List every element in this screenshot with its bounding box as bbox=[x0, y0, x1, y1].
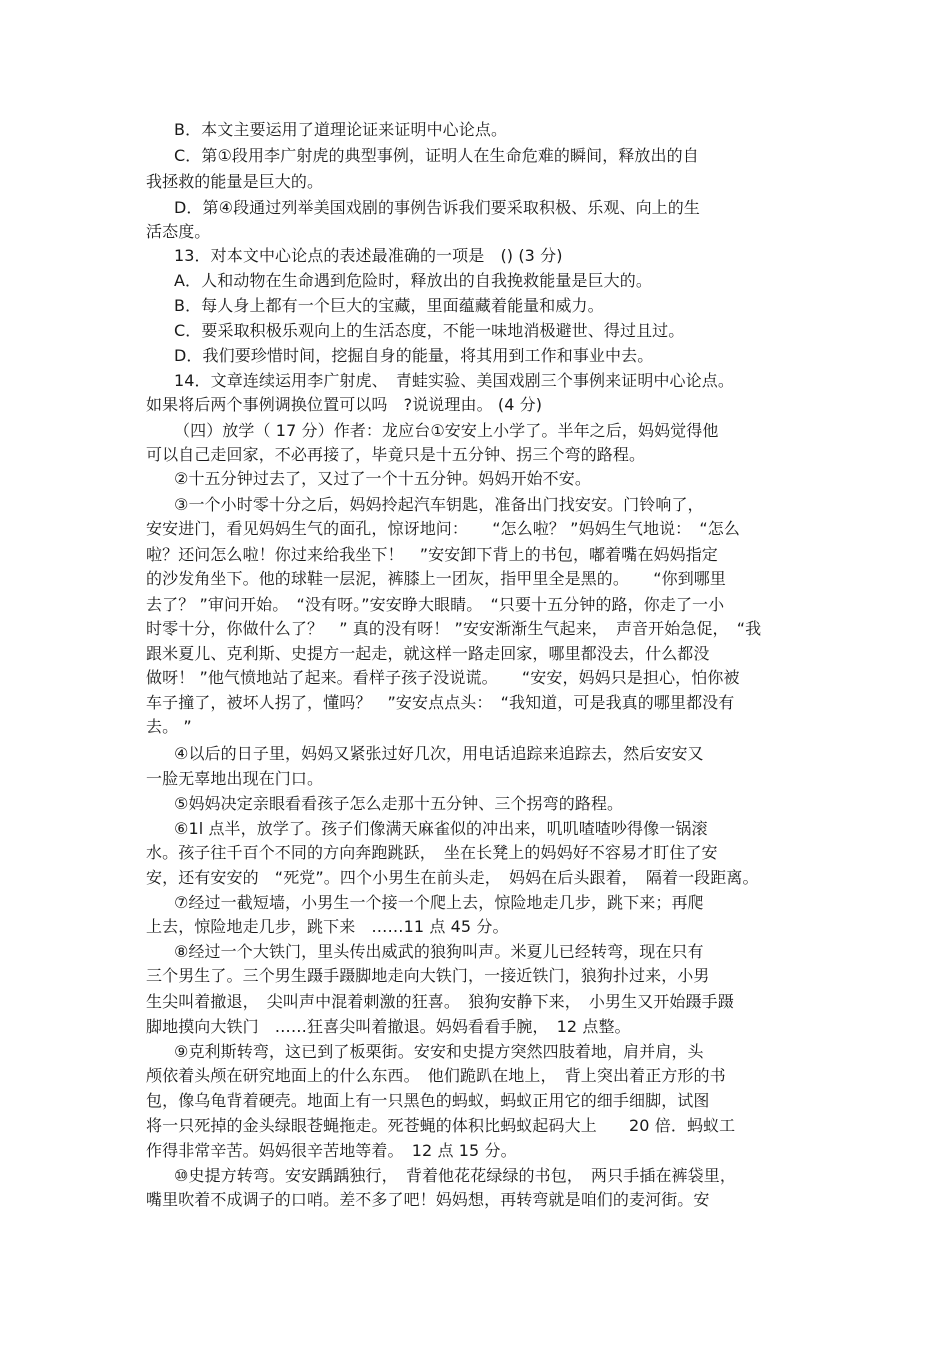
text-line: （四）放学（ 17 分）作者：龙应台①安安上小学了。半年之后，妈妈觉得他 bbox=[174, 421, 719, 440]
text-line: 跟米夏儿、克利斯、史提方一起走，就这样一路走回家，哪里都没去，什么都没 bbox=[146, 644, 710, 663]
text-line: ⑤妈妈决定亲眼看看孩子怎么走那十五分钟、三个拐弯的路程。 bbox=[174, 794, 624, 813]
text-line: 嘴里吹着不成调子的口哨。差不多了吧！妈妈想，再转弯就是咱们的麦河街。安 bbox=[146, 1190, 710, 1209]
text-line: D．第④段通过列举美国戏剧的事例告诉我们要采取积极、乐观、向上的生 bbox=[174, 198, 700, 217]
text-line: 如果将后两个事例调换位置可以吗 ?说说理由。 (4 分) bbox=[146, 395, 543, 414]
text-line: 颅依着头颅在研究地面上的什么东西。 他们跪趴在地上， 背上突出着正方形的书 bbox=[146, 1066, 726, 1085]
text-line: 脚地摸向大铁门 ……狂喜尖叫着撤退。妈妈看看手腕， 12 点整。 bbox=[146, 1017, 631, 1036]
text-line: D．我们要珍惜时间，挖掘自身的能量，将其用到工作和事业中去。 bbox=[174, 346, 654, 365]
text-line: 车子撞了，被坏人拐了，懂吗？ ”安安点点头： “我知道，可是我真的哪里都没有 bbox=[146, 693, 735, 712]
text-line: 活态度。 bbox=[146, 222, 211, 241]
text-line: 的沙发角坐下。他的球鞋一层泥，裤膝上一团灰，指甲里全是黑的。 “你到哪里 bbox=[146, 569, 726, 588]
text-line: 可以自己走回家，不必再接了，毕竟只是十五分钟、拐三个弯的路程。 bbox=[146, 445, 646, 464]
text-line: 水。孩子往千百个不同的方向奔跑跳跃， 坐在长凳上的妈妈好不容易才盯住了安 bbox=[146, 843, 718, 862]
text-line: 上去，惊险地走几步，跳下来 ……11 点 45 分。 bbox=[146, 917, 509, 936]
text-line: 时零十分，你做什么了？ ” 真的没有呀！ ”安安渐渐生气起来， 声音开始急促， “我 bbox=[146, 619, 762, 638]
text-line: C．要采取积极乐观向上的生活态度，不能一味地消极避世、得过且过。 bbox=[174, 321, 685, 340]
text-line: B．本文主要运用了道理论证来证明中心论点。 bbox=[174, 120, 508, 139]
text-line: 包，像乌龟背着硬壳。地面上有一只黑色的蚂蚁，蚂蚁正用它的细手细脚，试图 bbox=[146, 1091, 710, 1110]
text-line: 一脸无辜地出现在门口。 bbox=[146, 769, 324, 788]
text-line: B．每人身上都有一个巨大的宝藏，里面蕴藏着能量和威力。 bbox=[174, 296, 604, 315]
text-line: ②十五分钟过去了，又过了一个十五分钟。妈妈开始不安。 bbox=[174, 469, 591, 488]
text-line: 14．文章连续运用李广射虎、 青蛙实验、美国戏剧三个事例来证明中心论点。 bbox=[174, 371, 734, 390]
text-line: 三个男生了。三个男生蹑手蹑脚地走向大铁门，一接近铁门，狼狗扑过来，小男 bbox=[146, 966, 710, 985]
text-line: ④以后的日子里，妈妈又紧张过好几次，用电话追踪来追踪去，然后安安又 bbox=[174, 744, 704, 763]
text-line: 我拯救的能量是巨大的。 bbox=[146, 172, 324, 191]
text-line: ⑩史提方转弯。安安踽踽独行， 背着他花花绿绿的书包， 两只手插在裤袋里， bbox=[174, 1166, 736, 1185]
text-line: 安，还有安安的 “死党”。四个小男生在前头走， 妈妈在后头跟着， 隔着一段距离。 bbox=[146, 868, 759, 887]
text-line: ③一个小时零十分之后，妈妈拎起汽车钥匙，准备出门找安安。门铃响了， bbox=[174, 495, 704, 514]
text-line: 13．对本文中心论点的表述最准确的一项是 () (3 分) bbox=[174, 246, 563, 265]
text-line: 将一只死掉的金头绿眼苍蝇拖走。死苍蝇的体积比蚂蚁起码大上 20 倍．蚂蚁工 bbox=[146, 1116, 736, 1135]
text-line: 做呀！ ”他气愤地站了起来。看样子孩子没说谎。 “安安，妈妈只是担心，怕你被 bbox=[146, 668, 740, 687]
text-line: 安安进门，看见妈妈生气的面孔，惊讶地问： “怎么啦？ ”妈妈生气地说： “怎么 bbox=[146, 519, 740, 538]
text-line: 去。 ” bbox=[146, 717, 192, 736]
text-line: 生尖叫着撤退， 尖叫声中混着刺激的狂喜。 狼狗安静下来， 小男生又开始蹑手蹑 bbox=[146, 992, 734, 1011]
text-line: ⑨克利斯转弯，这已到了板栗街。安安和史提方突然四肢着地，肩并肩，头 bbox=[174, 1042, 704, 1061]
text-line: ⑥1l 点半，放学了。孩子们像满天麻雀似的冲出来，叽叽喳喳吵得像一锅滚 bbox=[174, 819, 708, 838]
text-line: 去了？ ”审问开始。 “没有呀。”安安睁大眼睛。 “只要十五分钟的路，你走了一小 bbox=[146, 595, 725, 614]
text-line: 啦？还问怎么啦！你过来给我坐下！ ”安安卸下背上的书包，嘟着嘴在妈妈指定 bbox=[146, 545, 718, 564]
text-line: 作得非常辛苦。妈妈很辛苦地等着。 12 点 15 分。 bbox=[146, 1141, 517, 1160]
text-line: A．人和动物在生命遇到危险时，释放出的自我挽救能量是巨大的。 bbox=[174, 271, 652, 290]
text-line: C．第①段用李广射虎的典型事例，证明人在生命危难的瞬间，释放出的自 bbox=[174, 146, 699, 165]
text-line: ⑧经过一个大铁门，里头传出威武的狼狗叫声。米夏儿已经转弯，现在只有 bbox=[174, 942, 704, 961]
text-line: ⑦经过一截短墙，小男生一个接一个爬上去，惊险地走几步，跳下来；再爬 bbox=[174, 893, 704, 912]
